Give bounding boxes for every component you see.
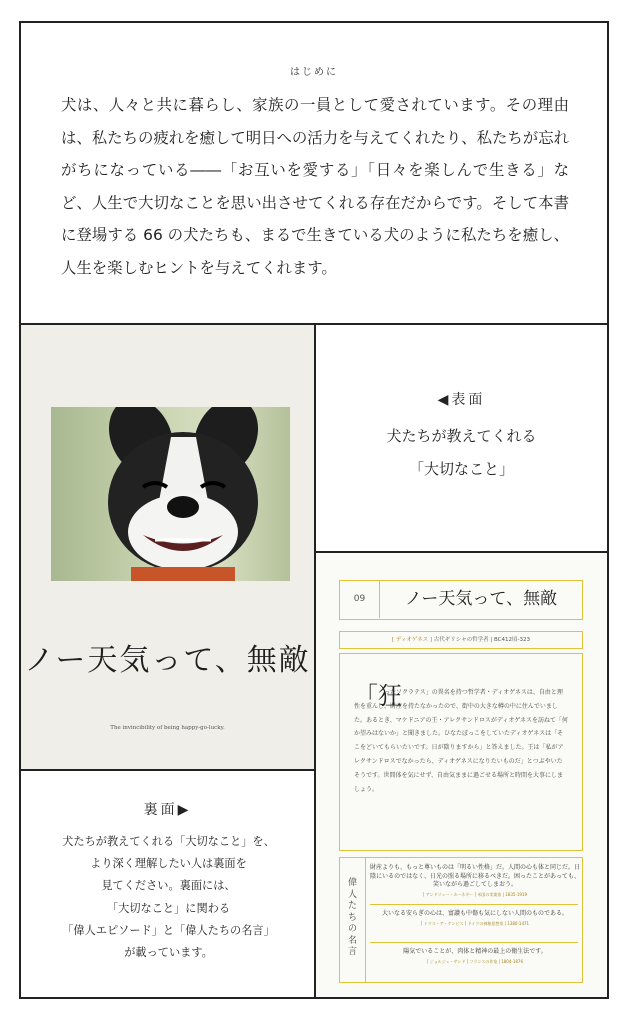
boston-terrier-illustration bbox=[51, 407, 290, 581]
quotes-box bbox=[339, 857, 583, 983]
story-text: ったソクラテス」の異名を持つ哲学者・ディオゲネスは、自由と理性を重んじ、財産を持たなかったので、街中の大きな樽の中に住んでいました。あるとき、マケドニアの王・アレクサンドロスがディオゲネスを訪ねて「何か望みはないか」と聞きました。ひなたぼっこをしていたディオゲネスは「そこをどいてもらいたいです。日が陰りますから」と答えました。王は「私がアレクサンドロスでなかったら、ディオゲネスになりたいものだ」とつぶやいたそうです。世間体を気にせず、自由気ままに過ごせる場所と時間を大事にしましょう。 bbox=[354, 689, 568, 793]
front-label-panel bbox=[316, 325, 607, 553]
back-label-panel bbox=[21, 771, 316, 997]
quote-text: 財産よりも、もっと尊いものは「明るい性格」だ。人間の心も体と同じだ。日陰にいるのではなく、日光の照る場所に移るべきだ。困ったことがあっても、笑いながら過ごしてしまおう。 bbox=[370, 864, 581, 888]
back-label-body bbox=[31, 831, 306, 964]
back-cover-panel bbox=[316, 553, 607, 997]
intro-panel bbox=[21, 23, 607, 325]
quote-source: [ トマス・ア・ケンピス ] ドイツの神秘思想家 | 1380-1471 bbox=[420, 920, 530, 926]
quotes-label: 偉人たちの名言 bbox=[348, 878, 358, 957]
quote-source: [ アンドリュー・カーネギー ] 米国の実業家 | 1835-1919 bbox=[422, 891, 528, 897]
back-cover-title: ノー天気って、無敵 bbox=[404, 589, 558, 609]
intro-heading: はじめに bbox=[290, 67, 338, 78]
back-cover-header bbox=[339, 580, 583, 620]
quote-divider bbox=[370, 942, 578, 943]
quote-1 bbox=[370, 864, 580, 899]
quote-source: [ ジョルジュ・サンド ] フランスの作家 | 1804-1876 bbox=[426, 958, 524, 964]
back-label-line: が載っています。 bbox=[124, 946, 213, 960]
episode-box bbox=[339, 653, 583, 851]
back-label-line: 見てください。裏面には、 bbox=[101, 879, 236, 893]
quote-3 bbox=[370, 948, 580, 966]
front-cover-panel bbox=[21, 325, 316, 771]
person-info: 古代ギリシャの哲学者 | BC412頃-323 bbox=[433, 637, 531, 643]
person-header bbox=[339, 631, 583, 649]
quote-text: 陽気でいることが、肉体と精神の最上の衛生法です。 bbox=[403, 948, 547, 955]
front-label-line-2: 犬たちが教えてくれる bbox=[386, 427, 537, 445]
story-initial: 「狂 bbox=[354, 682, 402, 710]
back-label-line: 「大切なこと」に関わる bbox=[106, 901, 231, 915]
page-frame bbox=[19, 21, 609, 999]
person-name: [ ディオゲネス ] bbox=[391, 637, 433, 643]
quote-divider bbox=[370, 904, 578, 905]
quotes-side bbox=[340, 858, 366, 982]
chapter-number: 09 bbox=[340, 581, 380, 618]
quote-2 bbox=[370, 910, 580, 928]
back-label-line: 犬たちが教えてくれる「大切なこと」を、 bbox=[62, 835, 275, 848]
intro-body: 犬は、人々と共に暮らし、家族の一員として愛されています。その理由は、私たちの疲れを癒して明日への活力を与えてくれたり、私たちが忘れがちになっている――「お互いを愛する」「日々を楽しんで生きる」など、人生で大切なことを思い出させてくれる存在だからです。そして本書に登場する 66 の犬たちも、まるで生きている犬のように私たちを癒し、人生を楽しむヒントを与えてくれます。 bbox=[61, 96, 569, 277]
front-label-line-3: 「大切なこと」 bbox=[408, 460, 514, 478]
quote-text: 大いなる安らぎの心は、富讃も中傷も気にしない人間のものである。 bbox=[381, 910, 568, 917]
dog-photo bbox=[51, 407, 290, 581]
cover-title: ノー天気って、無敵 bbox=[24, 643, 311, 678]
back-label-line: 「偉人エピソード」と「偉人たちの名言」 bbox=[62, 923, 275, 937]
back-label-heading: 裏面▶ bbox=[143, 802, 192, 818]
back-label-line: より深く理解したい人は裏面を bbox=[90, 857, 247, 871]
cover-subtitle: The invincibility of being happy-go-lucky. bbox=[110, 725, 225, 731]
front-label-heading: ◀表面 bbox=[437, 392, 486, 408]
